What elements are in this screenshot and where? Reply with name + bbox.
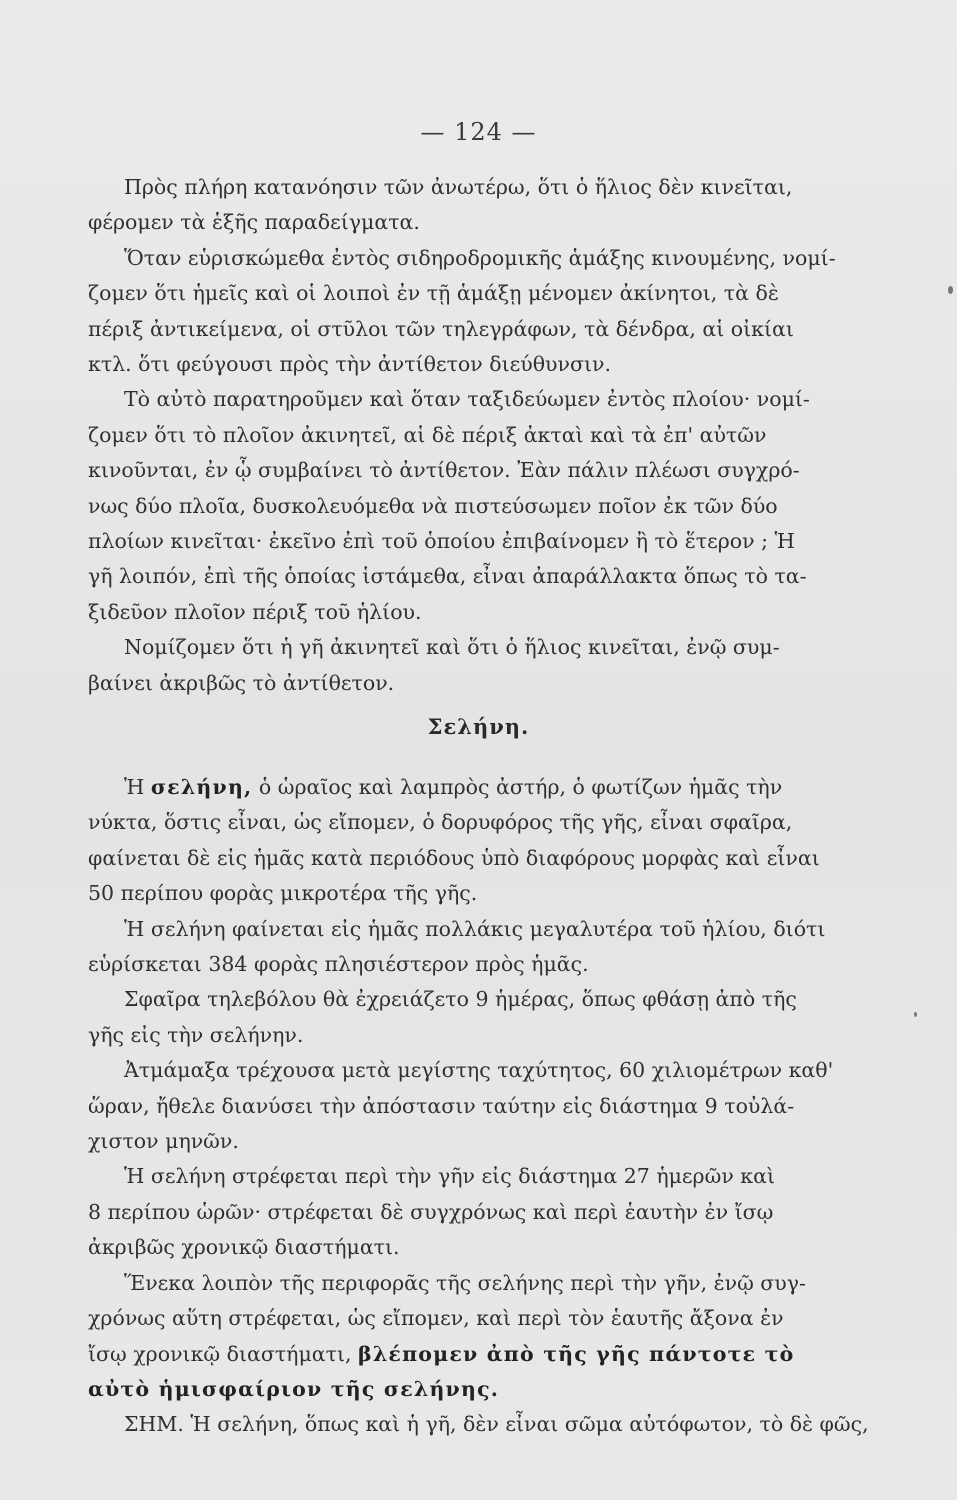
text-line: φέρομεν τὰ ἑξῆς παραδείγματα. bbox=[88, 210, 420, 235]
text-line bbox=[88, 1018, 896, 1053]
emphasis-text: σελήνη, bbox=[150, 775, 253, 799]
text-segment: νύκτα, ὅστις εἶναι, ὡς εἴπομεν, ὁ δορυφόρος τῆς γῆς, εἶναι σφαῖρα, bbox=[88, 810, 793, 835]
text-segment: εὑρίσκεται 384 φορὰς πλησιέστερον πρὸς ἡμᾶς. bbox=[88, 952, 589, 977]
text-line: Πρὸς πλήρη κατανόησιν τῶν ἀνωτέρω, ὅτι ὁ ἥλιος δὲν κινεῖται, bbox=[124, 175, 793, 199]
text-line bbox=[88, 1337, 896, 1372]
text-segment: ἀκριβῶς χρονικῷ διαστήματι. bbox=[88, 1235, 400, 1260]
text-line bbox=[88, 876, 896, 911]
paragraph-block-moon bbox=[88, 770, 896, 1443]
text-line: Τὸ αὐτὸ παρατηροῦμεν καὶ ὅταν ταξιδεύωμεν ἐντὸς πλοίου· νομί- bbox=[124, 387, 810, 412]
text-segment: χιστον μηνῶν. bbox=[88, 1129, 239, 1154]
text-line bbox=[88, 1124, 896, 1159]
text-line bbox=[88, 1159, 896, 1194]
text-segment: φαίνεται δὲ εἰς ἡμᾶς κατὰ περιόδους ὑπὸ διαφόρους μορφὰς καὶ εἶναι bbox=[88, 845, 820, 870]
text-line: πλοίων κινεῖται· ἐκεῖνο ἐπὶ τοῦ ὁποίου ἐπιβαίνομεν ἢ τὸ ἕτερον ; Ἡ bbox=[88, 529, 795, 554]
text-line bbox=[88, 1372, 896, 1407]
text-segment: ἴσῳ χρονικῷ διαστήματι, bbox=[88, 1341, 359, 1366]
text-segment: 50 περίπου φορὰς μικροτέρα τῆς γῆς. bbox=[88, 881, 478, 906]
emphasis-text: βλέπομεν ἀπὸ τῆς γῆς πάντοτε τὸ bbox=[358, 1341, 795, 1366]
text-line: κινοῦνται, ἐν ᾧ συμβαίνει τὸ ἀντίθετον. Ἐὰν πάλιν πλέωσι συγχρό- bbox=[88, 458, 800, 483]
text-segment: γῆς εἰς τὴν σελήνην. bbox=[88, 1022, 304, 1047]
text-segment: Ἡ bbox=[124, 775, 151, 799]
text-line: Νομίζομεν ὅτι ἡ γῆ ἀκινητεῖ καὶ ὅτι ὁ ἥλιος κινεῖται, ἐνῷ συμ- bbox=[124, 635, 780, 660]
text-line bbox=[88, 1266, 896, 1301]
text-line: βαίνει ἀκριβῶς τὸ ἀντίθετον. bbox=[88, 670, 395, 695]
text-segment: χρόνως αὕτη στρέφεται, ὡς εἴπομεν, καὶ περὶ τὸν ἑαυτῆς ἄξονα ἐν bbox=[88, 1306, 784, 1331]
text-line bbox=[88, 1089, 896, 1124]
paper-speck bbox=[948, 286, 953, 294]
text-line bbox=[88, 1195, 896, 1230]
text-segment: Ἡ σελήνη φαίνεται εἰς ἡμᾶς πολλάκις μεγαλυτέρα τοῦ ἡλίου, διότι bbox=[124, 916, 826, 941]
text-line bbox=[88, 841, 896, 876]
text-line: πέριξ ἀντικείμενα, οἱ στῦλοι τῶν τηλεγράφων, τὰ δένδρα, αἱ οἰκίαι bbox=[88, 316, 794, 341]
text-segment: ΣΗΜ. Ἡ σελήνη, ὅπως καὶ ἡ γῆ, δὲν εἶναι σῶμα αὐτόφωτον, τὸ δὲ φῶς, bbox=[124, 1412, 869, 1437]
text-line bbox=[88, 770, 896, 805]
text-segment: Ἕνεκα λοιπὸν τῆς περιφορᾶς τῆς σελήνης περὶ τὴν γῆν, ἐνῷ συγ- bbox=[124, 1270, 806, 1295]
section-title: Σελήνη. bbox=[427, 714, 530, 739]
text-segment: Ἡ σελήνη στρέφεται περὶ τὴν γῆν εἰς διάστημα 27 ἡμερῶν καὶ bbox=[124, 1164, 775, 1189]
paragraph-block-earth-motion bbox=[88, 170, 896, 701]
text-segment: ὥραν, ἤθελε διανύσει τὴν ἀπόστασιν ταύτην εἰς διάστημα 9 τοὐλά- bbox=[88, 1093, 795, 1118]
text-line bbox=[88, 947, 896, 982]
text-segment: ὁ ὡραῖος καὶ λαμπρὸς ἀστήρ, ὁ φωτίζων ἡμᾶς τὴν bbox=[252, 775, 783, 799]
text-line bbox=[88, 1407, 896, 1442]
paper-speck bbox=[914, 1012, 917, 1017]
page-number: — 124 — bbox=[420, 118, 537, 146]
text-segment: Σφαῖρα τηλεβόλου θὰ ἐχρειάζετο 9 ἡμέρας, ὅπως φθάσῃ ἀπὸ τῆς bbox=[124, 987, 797, 1012]
text-line bbox=[88, 982, 896, 1017]
text-segment: Ἀτμάμαξα τρέχουσα μετὰ μεγίστης ταχύτητος, 60 χιλιομέτρων καθ' bbox=[124, 1058, 834, 1083]
text-line bbox=[88, 912, 896, 947]
text-line: ξιδεῦον πλοῖον πέριξ τοῦ ἡλίου. bbox=[88, 599, 422, 624]
emphasis-text: αὐτὸ ἡμισφαίριον τῆς σελήνης. bbox=[88, 1376, 500, 1401]
text-segment: 8 περίπου ὡρῶν· στρέφεται δὲ συγχρόνως καὶ περὶ ἑαυτὴν ἐν ἴσῳ bbox=[88, 1199, 774, 1224]
text-line bbox=[88, 1053, 896, 1088]
text-line bbox=[88, 805, 896, 840]
text-line: νως δύο πλοῖα, δυσκολευόμεθα νὰ πιστεύσωμεν ποῖον ἐκ τῶν δύο bbox=[88, 493, 778, 518]
text-line: ζομεν ὅτι ἡμεῖς καὶ οἱ λοιποὶ ἐν τῇ ἁμάξῃ μένομεν ἀκίνητοι, τὰ δὲ bbox=[88, 281, 779, 306]
text-line: γῆ λοιπόν, ἐπὶ τῆς ὁποίας ἱστάμεθα, εἶναι ἀπαράλλακτα ὅπως τὸ τα- bbox=[88, 564, 807, 589]
text-line: ζομεν ὅτι τὸ πλοῖον ἀκινητεῖ, αἱ δὲ πέριξ ἀκταὶ καὶ τὰ ἐπ' αὐτῶν bbox=[88, 422, 767, 447]
text-line bbox=[88, 1301, 896, 1336]
text-line: Ὅταν εὑρισκώμεθα ἐντὸς σιδηροδρομικῆς ἁμάξης κινουμένης, νομί- bbox=[124, 245, 836, 270]
text-line bbox=[88, 1230, 896, 1265]
text-line: κτλ. ὅτι φεύγουσι πρὸς τὴν ἀντίθετον διεύθυνσιν. bbox=[88, 352, 611, 377]
